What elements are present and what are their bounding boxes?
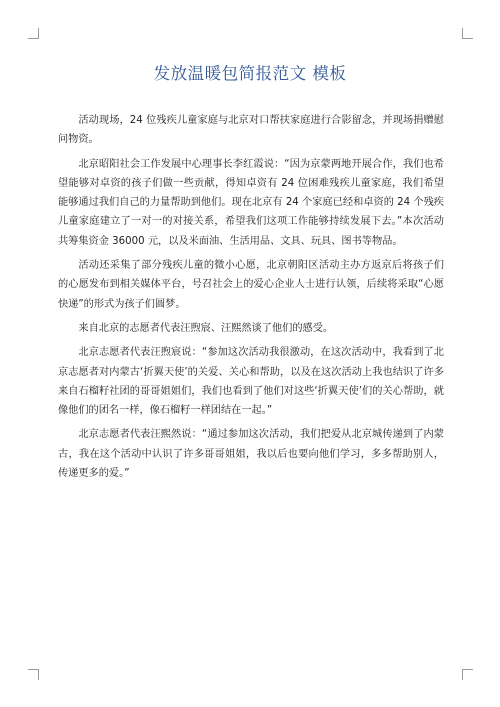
crop-mark-bottom-right [462, 669, 473, 680]
paragraph-director-quote: 北京昭阳社会工作发展中心理事长李红霞说：“因为京蒙两地开展合作，我们也希望能够对卓资的孩子们做一些贡献，得知卓资有 24 位困难残疾儿童家庭，我们希望能够通过我们自己的力量帮助到他们。现在北京有 24 个家庭已经和卓资的 24 个残疾儿童家庭建立了一对一的对接关系，希望我们这项工作能够持续发展下去。”本次活动共筹集资金 36000 元，以及米面油、生活用品、文具、玩具、图书等物品。 [58, 158, 444, 247]
paragraph-wishes: 活动还采集了部分残疾儿童的微小心愿，北京朝阳区活动主办方返京后将孩子们的心愿发布到相关媒体平台，号召社会上的爱心企业人士进行认领，后续将采取“心愿快递”的形式为孩子们圆梦。 [58, 260, 444, 310]
paragraph-volunteer-quote-1: 北京志愿者代表汪煦宸说：“参加这次活动我很激动，在这次活动中，我看到了北京志愿者对内蒙古‘折翼天使’的关爱、关心和帮助，以及在这次活动上我也结识了许多来自石榴籽社团的哥哥姐姐们，我们也看到了他们对这些‘折翼天使’们的关心帮助，就像他们的团名一样，像石榴籽一样团结在一起。” [58, 347, 444, 417]
paragraph-event-scene: 活动现场，24 位残疾儿童家庭与北京对口帮扶家庭进行合影留念，并现场捐赠慰问物资。 [58, 115, 444, 146]
paragraph-volunteer-quote-2: 北京志愿者代表汪熙然说：“通过参加这次活动，我们把爱从北京城传递到了内蒙古，我在这个活动中认识了许多哥哥姐姐，我以后也要向他们学习，多多帮助别人，传递更多的爱。” [58, 429, 444, 480]
paragraph-volunteers-intro: 来自北京的志愿者代表汪煦宸、汪熙然谈了他们的感受。 [78, 322, 334, 334]
crop-mark-top-left [28, 28, 39, 39]
document-title: 发放温暖包简报范文 模板 [153, 64, 347, 83]
document-body [58, 111, 444, 488]
crop-mark-bottom-left [28, 669, 39, 680]
crop-mark-top-right [462, 28, 473, 39]
